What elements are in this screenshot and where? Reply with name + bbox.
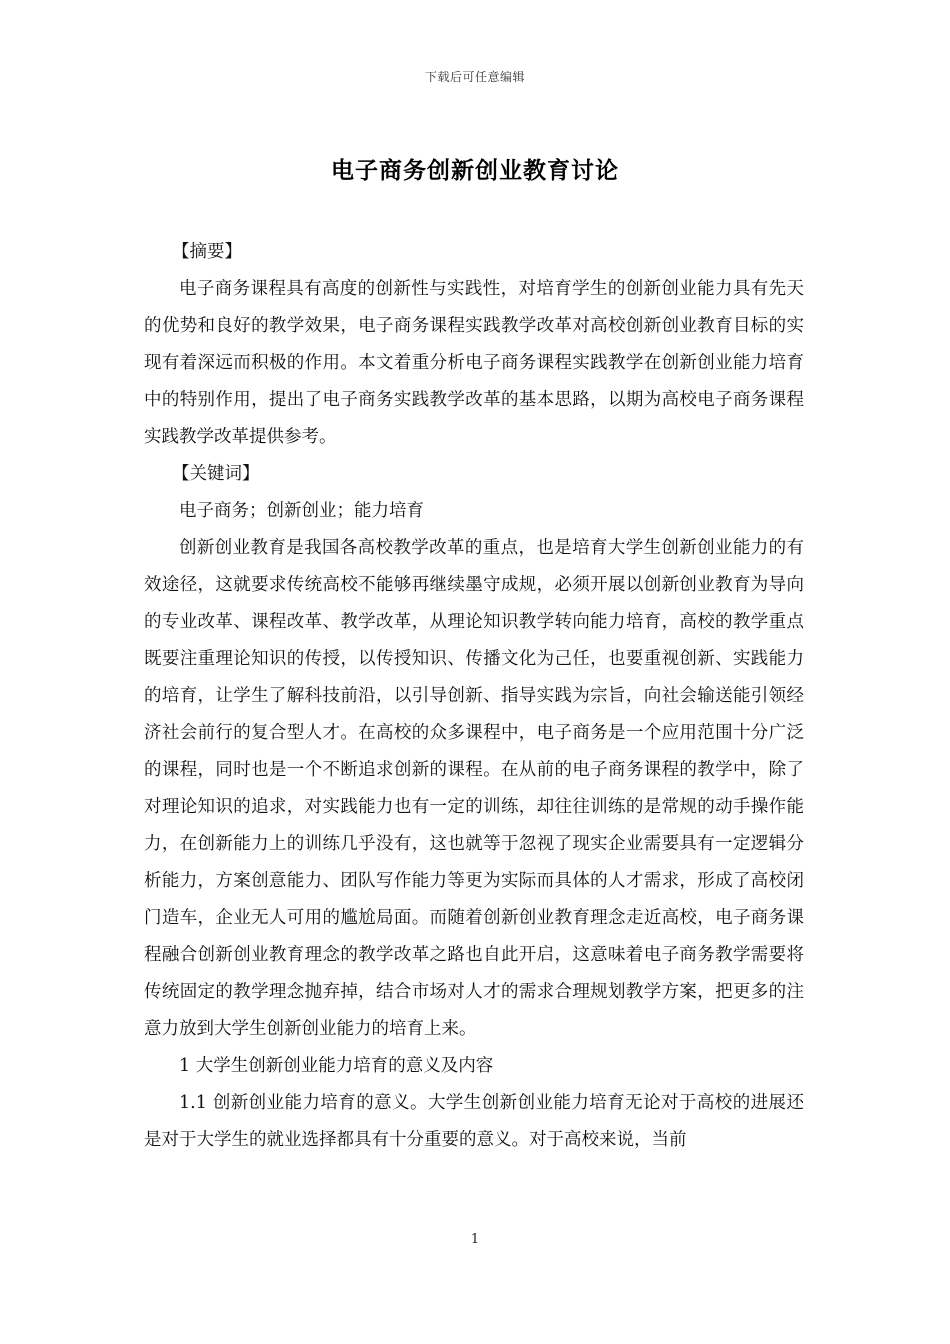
page-number: 1 (470, 1232, 480, 1247)
header-note: 下载后可任意编辑 (424, 70, 525, 84)
section-paragraph: 1.1 创新创业能力培育的意义。大学生创新创业能力培育无论对于高校的进展还是对于大学生的就业选择都具有十分重要的意义。对于高校来说，当前 (144, 1093, 804, 1150)
keywords-paragraph: 电子商务；创新创业；能力培育 (179, 501, 424, 521)
document-title: 电子商务创新创业教育讨论 (331, 158, 619, 184)
body-paragraph: 创新创业教育是我国各高校教学改革的重点，也是培育大学生创新创业能力的有效途径，这就要求传统高校不能够再继续墨守成规，必须开展以创新创业教育为导向的专业改革、课程改革、教学改革，从理论知识教学转向能力培育，高校的教学重点既要注重理论知识的传授，以传授知识、传播文化为己任，也要重视创新、实践能力的培育，让学生了解科技前沿，以引导创新、指导实践为宗旨，向社会输送能引领经济社会前行的复合型人才。在高校的众多课程中，电子商务是一个应用范围十分广泛的课程，同时也是一个不断追求创新的课程。在从前的电子商务课程的教学中，除了对理论知识的追求，对实践能力也有一定的训练，却往往训练的是常规的动手操作能力，在创新能力上的训练几乎没有，这也就等于忽视了现实企业需要具有一定逻辑分析能力，方案创意能力、团队写作能力等更为实际而具体的人才需求，形成了高校闭门造车，企业无人可用的尴尬局面。而随着创新创业教育理念走近高校，电子商务课程融合创新创业教育理念的教学改革之路也自此开启，这意味着电子商务教学需要将传统固定的教学理念抛弃掉，结合市场对人才的需求合理规划教学方案，把更多的注意力放到大学生创新创业能力的培育上来。 (144, 538, 804, 1039)
keywords-label: 【关键词】 (172, 464, 260, 484)
section-heading: 1 大学生创新创业能力培育的意义及内容 (179, 1056, 494, 1076)
abstract-paragraph: 电子商务课程具有高度的创新性与实践性，对培育学生的创新创业能力具有先天的优势和良好的教学效果，电子商务课程实践教学改革对高校创新创业教育目标的实现有着深远而积极的作用。本文着重分析电子商务课程实践教学在创新创业能力培育中的特别作用，提出了电子商务实践教学改革的基本思路，以期为高校电子商务课程实践教学改革提供参考。 (144, 279, 804, 447)
document-body (144, 234, 804, 1159)
abstract-label: 【摘要】 (172, 242, 242, 262)
